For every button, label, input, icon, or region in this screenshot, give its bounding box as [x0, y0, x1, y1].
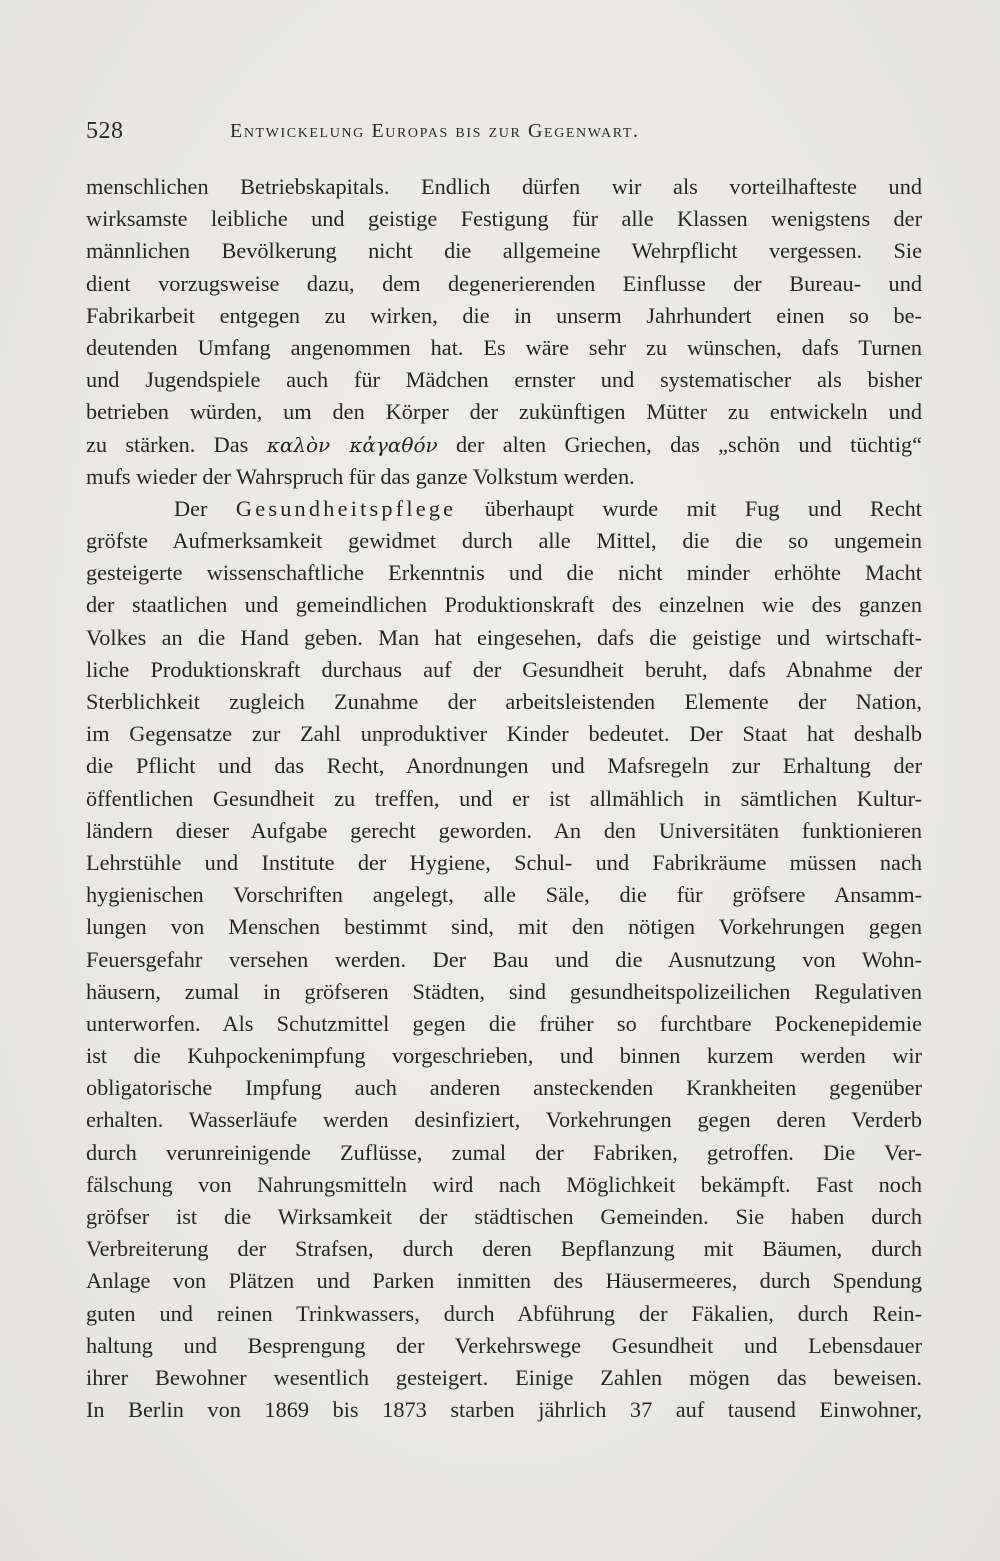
- page-number: 528: [86, 118, 124, 144]
- text-line: Volkes an die Hand geben. Man hat eingesehen, dafs die geistige und wirtschaft-: [86, 624, 922, 650]
- paragraph-last-line: mufs wieder der Wahrspruch für das ganze Volkstum werden.: [86, 463, 635, 489]
- text-line: Lehrstühle und Institute der Hygiene, Schul- und Fabrikräume müssen nach: [86, 849, 922, 875]
- paragraph-first-line: [86, 493, 922, 525]
- text-line: betrieben würden, um den Körper der zukünftigen Mütter zu entwickeln und: [86, 399, 922, 425]
- text-line: öffentlichen Gesundheit zu treffen, und er ist allmählich in sämtlichen Kultur-: [86, 785, 922, 811]
- text-line: fälschung von Nahrungsmitteln wird nach Möglichkeit bekämpft. Fast noch: [86, 1171, 922, 1197]
- text-run: der alten Griechen, das „schön und tüchtig“: [437, 431, 922, 457]
- greek-phrase: καλὸν κἀγαθόν: [266, 432, 438, 457]
- body-text: [86, 171, 922, 1426]
- text-line: die Pflicht und das Recht, Anordnungen und Mafsregeln zur Erhaltung der: [86, 753, 922, 779]
- text-line: erhalten. Wasserläufe werden desinfiziert, Vorkehrungen gegen deren Verderb: [86, 1107, 922, 1133]
- text-line: wirksamste leibliche und geistige Festigung für alle Klassen wenigstens der: [86, 206, 922, 232]
- text-line: im Gegensatze zur Zahl unproduktiver Kinder bedeutet. Der Staat hat deshalb: [86, 721, 922, 747]
- text-line: Fabrikarbeit entgegen zu wirken, die in unserm Jahrhundert einen so be-: [86, 302, 922, 328]
- text-line: Verbreiterung der Strafsen, durch deren Bepflanzung mit Bäumen, durch: [86, 1236, 922, 1262]
- text-line: lungen von Menschen bestimmt sind, mit den nötigen Vorkehrungen gegen: [86, 914, 922, 940]
- spaced-emphasis: Gesundheitspflege: [235, 495, 457, 521]
- text-line: guten und reinen Trinkwassers, durch Abführung der Fäkalien, durch Rein-: [86, 1300, 922, 1326]
- text-line: menschlichen Betriebskapitals. Endlich dürfen wir als vorteilhafteste und: [86, 174, 922, 199]
- text-line: obligatorische Impfung auch anderen ansteckenden Krankheiten gegenüber: [86, 1075, 922, 1101]
- text-line: dient vorzugsweise dazu, dem degenerierenden Einflusse der Bureau- und: [86, 270, 922, 296]
- text-line: Anlage von Plätzen und Parken inmitten des Häusermeeres, durch Spendung: [86, 1268, 922, 1294]
- text-run: Der: [174, 495, 236, 521]
- running-head: Entwickelung Europas bis zur Gegenwart.: [230, 120, 640, 142]
- text-line: deutenden Umfang angenommen hat. Es wäre sehr zu wünschen, dafs Turnen: [86, 334, 922, 360]
- text-run: überhaupt wurde mit Fug und Recht: [456, 495, 922, 521]
- text-line: liche Produktionskraft durchaus auf der Gesundheit beruht, dafs Abnahme der: [86, 656, 922, 682]
- text-line: gröfste Aufmerksamkeit gewidmet durch alle Mittel, die die so ungemein: [86, 528, 922, 554]
- text-line: häusern, zumal in gröfseren Städten, sind gesundheitspolizeilichen Regulativen: [86, 978, 922, 1004]
- text-line: gesteigerte wissenschaftliche Erkenntnis und die nicht minder erhöhte Macht: [86, 560, 922, 586]
- text-line: der staatlichen und gemeindlichen Produktionskraft des einzelnen wie des ganzen: [86, 592, 922, 618]
- text-line: unterworfen. Als Schutzmittel gegen die früher so furchtbare Pockenepidemie: [86, 1010, 922, 1036]
- text-line: ihrer Bewohner wesentlich gesteigert. Einige Zahlen mögen das beweisen.: [86, 1364, 922, 1390]
- page-header: [86, 118, 926, 152]
- text-line: ländern dieser Aufgabe gerecht geworden. An den Universitäten funktionieren: [86, 817, 922, 843]
- text-line: männlichen Bevölkerung nicht die allgemeine Wehrpflicht vergessen. Sie: [86, 238, 922, 264]
- text-line: hygienischen Vorschriften angelegt, alle Säle, die für gröfsere Ansamm-: [86, 882, 922, 908]
- text-line: und Jugendspiele auch für Mädchen ernster und systematischer als bisher: [86, 367, 922, 393]
- text-line: Feuersgefahr versehen werden. Der Bau und die Ausnutzung von Wohn-: [86, 946, 922, 972]
- text-line: [86, 429, 922, 461]
- text-line: gröfser ist die Wirksamkeit der städtischen Gemeinden. Sie haben durch: [86, 1204, 922, 1229]
- text-line: Sterblichkeit zugleich Zunahme der arbeitsleistenden Elemente der Nation,: [86, 689, 922, 714]
- text-line: In Berlin von 1869 bis 1873 starben jährlich 37 auf tausend Einwohner,: [86, 1397, 922, 1423]
- text-run: zu stärken. Das: [86, 431, 267, 457]
- text-line: durch verunreinigende Zuflüsse, zumal der Fabriken, getroffen. Die Ver-: [86, 1139, 922, 1165]
- text-line: ist die Kuhpockenimpfung vorgeschrieben, und binnen kurzem werden wir: [86, 1043, 922, 1069]
- text-line: haltung und Besprengung der Verkehrswege Gesundheit und Lebensdauer: [86, 1332, 922, 1358]
